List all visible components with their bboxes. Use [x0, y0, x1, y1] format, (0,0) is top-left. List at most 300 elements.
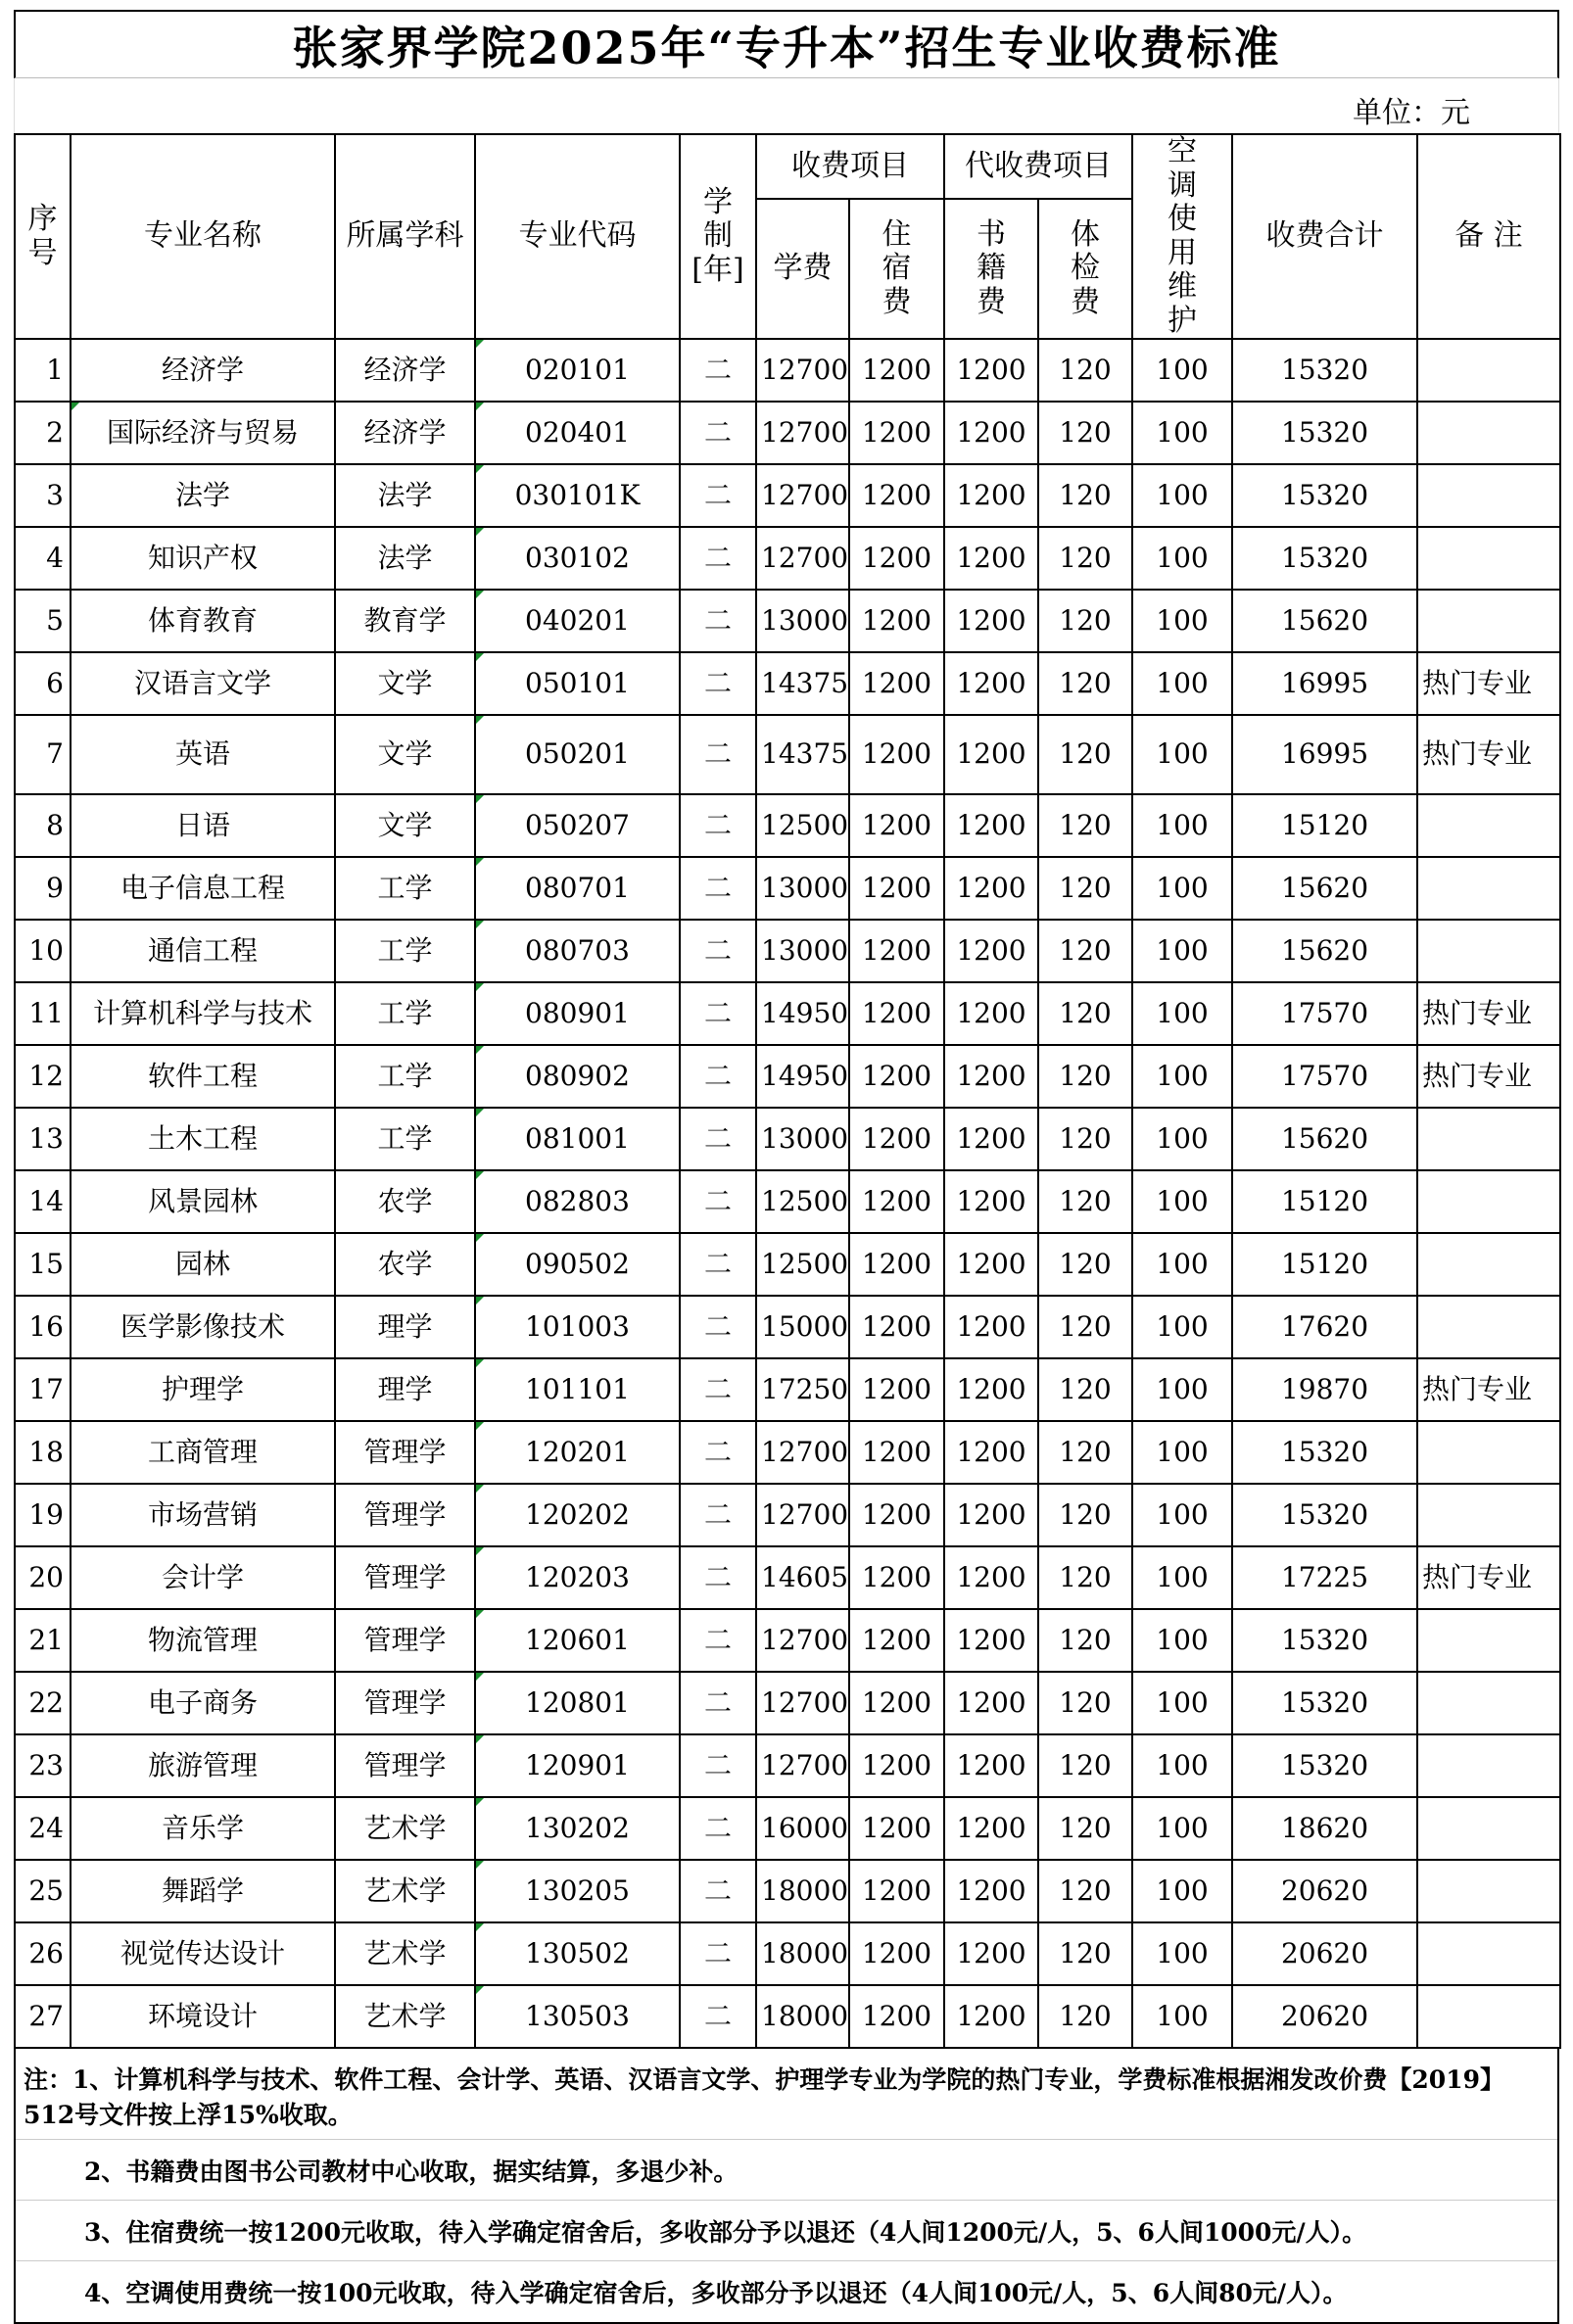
cell-code: 120201	[475, 1421, 680, 1484]
table-row	[15, 715, 1560, 794]
cell-medical: 120	[1038, 1546, 1132, 1609]
cell-total: 15120	[1232, 794, 1417, 857]
cell-discipline: 艺术学	[335, 1860, 475, 1922]
cell-dorm: 1200	[849, 527, 944, 590]
cell-code: 080703	[475, 920, 680, 982]
cell-code: 050101	[475, 652, 680, 715]
cell-total: 15320	[1232, 464, 1417, 527]
table-row	[15, 1672, 1560, 1734]
cell-medical: 120	[1038, 715, 1132, 794]
cell-medical: 120	[1038, 402, 1132, 464]
cell-discipline: 工学	[335, 1045, 475, 1108]
cell-dorm: 1200	[849, 1170, 944, 1233]
cell-seq: 15	[15, 1233, 71, 1296]
cell-tuition: 16000	[756, 1797, 849, 1860]
table-row	[15, 1170, 1560, 1233]
cell-discipline: 艺术学	[335, 1985, 475, 2048]
cell-dorm: 1200	[849, 1108, 944, 1170]
cell-code: 082803	[475, 1170, 680, 1233]
cell-remark	[1417, 339, 1560, 402]
cell-tuition: 18000	[756, 1860, 849, 1922]
table-row	[15, 1296, 1560, 1358]
header-books: 书籍费	[944, 199, 1038, 339]
cell-tuition: 14950	[756, 982, 849, 1045]
cell-years: 二	[680, 1484, 756, 1546]
cell-books: 1200	[944, 1421, 1038, 1484]
cell-discipline: 法学	[335, 464, 475, 527]
cell-books: 1200	[944, 1797, 1038, 1860]
cell-total: 17570	[1232, 1045, 1417, 1108]
cell-discipline: 工学	[335, 857, 475, 920]
cell-name: 电子商务	[71, 1672, 335, 1734]
cell-total: 15120	[1232, 1233, 1417, 1296]
cell-dorm: 1200	[849, 1985, 944, 2048]
cell-total: 20620	[1232, 1922, 1417, 1985]
cell-years: 二	[680, 1797, 756, 1860]
cell-years: 二	[680, 715, 756, 794]
cell-total: 19870	[1232, 1358, 1417, 1421]
cell-discipline: 工学	[335, 982, 475, 1045]
table-row	[15, 1797, 1560, 1860]
cell-dorm: 1200	[849, 1734, 944, 1797]
cell-books: 1200	[944, 652, 1038, 715]
cell-seq: 22	[15, 1672, 71, 1734]
cell-total: 17620	[1232, 1296, 1417, 1358]
cell-medical: 120	[1038, 1860, 1132, 1922]
cell-dorm: 1200	[849, 920, 944, 982]
cell-tuition: 18000	[756, 1922, 849, 1985]
cell-tuition: 13000	[756, 590, 849, 652]
cell-books: 1200	[944, 715, 1038, 794]
cell-seq: 1	[15, 339, 71, 402]
cell-name: 法学	[71, 464, 335, 527]
cell-discipline: 法学	[335, 527, 475, 590]
cell-name: 物流管理	[71, 1609, 335, 1672]
cell-name: 知识产权	[71, 527, 335, 590]
table-row	[15, 1233, 1560, 1296]
cell-ac: 100	[1132, 527, 1232, 590]
cell-medical: 120	[1038, 1797, 1132, 1860]
cell-total: 15620	[1232, 1108, 1417, 1170]
table-row	[15, 1734, 1560, 1797]
cell-books: 1200	[944, 1484, 1038, 1546]
cell-tuition: 14375	[756, 652, 849, 715]
cell-seq: 18	[15, 1421, 71, 1484]
cell-seq: 24	[15, 1797, 71, 1860]
cell-name: 英语	[71, 715, 335, 794]
cell-code: 130503	[475, 1985, 680, 2048]
cell-ac: 100	[1132, 1797, 1232, 1860]
cell-books: 1200	[944, 1108, 1038, 1170]
cell-tuition: 14950	[756, 1045, 849, 1108]
cell-medical: 120	[1038, 590, 1132, 652]
cell-ac: 100	[1132, 1045, 1232, 1108]
cell-tuition: 12700	[756, 464, 849, 527]
cell-code: 050201	[475, 715, 680, 794]
cell-ac: 100	[1132, 715, 1232, 794]
unit-label: 单位：元	[1353, 96, 1470, 130]
cell-discipline: 文学	[335, 715, 475, 794]
cell-ac: 100	[1132, 982, 1232, 1045]
cell-name: 舞蹈学	[71, 1860, 335, 1922]
cell-remark: 热门专业	[1417, 715, 1560, 794]
table-row	[15, 794, 1560, 857]
cell-dorm: 1200	[849, 982, 944, 1045]
cell-code: 120801	[475, 1672, 680, 1734]
cell-code: 040201	[475, 590, 680, 652]
note-1: 注：1、计算机科学与技术、软件工程、会计学、英语、汉语言文学、护理学专业为学院的热门专业，学费标准根据湘发改价费【2019】512号文件按上浮15%收取。	[16, 2049, 1557, 2140]
cell-remark: 热门专业	[1417, 1546, 1560, 1609]
cell-medical: 120	[1038, 857, 1132, 920]
cell-years: 二	[680, 857, 756, 920]
table-row	[15, 857, 1560, 920]
cell-total: 20620	[1232, 1860, 1417, 1922]
cell-code: 120901	[475, 1734, 680, 1797]
cell-tuition: 14605	[756, 1546, 849, 1609]
cell-years: 二	[680, 339, 756, 402]
table-body	[15, 339, 1560, 2048]
cell-tuition: 12500	[756, 1233, 849, 1296]
table-row	[15, 402, 1560, 464]
cell-total: 15320	[1232, 402, 1417, 464]
cell-years: 二	[680, 1233, 756, 1296]
table-row	[15, 1045, 1560, 1108]
cell-ac: 100	[1132, 652, 1232, 715]
table-row	[15, 1985, 1560, 2048]
header-fee-group: 收费项目	[756, 134, 944, 199]
cell-name: 土木工程	[71, 1108, 335, 1170]
cell-years: 二	[680, 1296, 756, 1358]
cell-total: 16995	[1232, 715, 1417, 794]
cell-name: 通信工程	[71, 920, 335, 982]
cell-years: 二	[680, 982, 756, 1045]
table-row	[15, 1546, 1560, 1609]
cell-dorm: 1200	[849, 1797, 944, 1860]
header-agency-group: 代收费项目	[944, 134, 1132, 199]
table-row	[15, 920, 1560, 982]
cell-seq: 6	[15, 652, 71, 715]
cell-tuition: 13000	[756, 857, 849, 920]
cell-name: 计算机科学与技术	[71, 982, 335, 1045]
cell-discipline: 管理学	[335, 1672, 475, 1734]
cell-tuition: 15000	[756, 1296, 849, 1358]
cell-discipline: 文学	[335, 652, 475, 715]
cell-remark	[1417, 1233, 1560, 1296]
cell-discipline: 经济学	[335, 402, 475, 464]
cell-remark	[1417, 1860, 1560, 1922]
cell-code: 090502	[475, 1233, 680, 1296]
cell-remark	[1417, 590, 1560, 652]
cell-books: 1200	[944, 527, 1038, 590]
cell-remark	[1417, 794, 1560, 857]
cell-total: 15320	[1232, 1672, 1417, 1734]
cell-years: 二	[680, 527, 756, 590]
cell-remark	[1417, 1922, 1560, 1985]
cell-years: 二	[680, 1108, 756, 1170]
table-row	[15, 1922, 1560, 1985]
cell-discipline: 农学	[335, 1170, 475, 1233]
cell-dorm: 1200	[849, 1045, 944, 1108]
cell-dorm: 1200	[849, 1421, 944, 1484]
cell-code: 080701	[475, 857, 680, 920]
cell-dorm: 1200	[849, 857, 944, 920]
cell-code: 101101	[475, 1358, 680, 1421]
cell-discipline: 工学	[335, 1108, 475, 1170]
cell-seq: 27	[15, 1985, 71, 2048]
cell-code: 020401	[475, 402, 680, 464]
cell-seq: 14	[15, 1170, 71, 1233]
cell-seq: 7	[15, 715, 71, 794]
cell-remark	[1417, 1609, 1560, 1672]
cell-years: 二	[680, 1045, 756, 1108]
table-row	[15, 1421, 1560, 1484]
header-medical: 体检费	[1038, 199, 1132, 339]
cell-discipline: 工学	[335, 920, 475, 982]
cell-dorm: 1200	[849, 590, 944, 652]
cell-years: 二	[680, 1860, 756, 1922]
table-row	[15, 339, 1560, 402]
cell-total: 15320	[1232, 527, 1417, 590]
table-row	[15, 1108, 1560, 1170]
cell-tuition: 14375	[756, 715, 849, 794]
cell-name: 视觉传达设计	[71, 1922, 335, 1985]
cell-ac: 100	[1132, 1734, 1232, 1797]
cell-medical: 120	[1038, 1922, 1132, 1985]
table-row	[15, 527, 1560, 590]
cell-code: 080902	[475, 1045, 680, 1108]
cell-books: 1200	[944, 1734, 1038, 1797]
cell-ac: 100	[1132, 1922, 1232, 1985]
cell-discipline: 理学	[335, 1358, 475, 1421]
cell-tuition: 13000	[756, 920, 849, 982]
cell-name: 电子信息工程	[71, 857, 335, 920]
cell-ac: 100	[1132, 1609, 1232, 1672]
cell-medical: 120	[1038, 1296, 1132, 1358]
unit-row	[14, 78, 1559, 133]
cell-seq: 10	[15, 920, 71, 982]
cell-total: 16995	[1232, 652, 1417, 715]
cell-discipline: 管理学	[335, 1734, 475, 1797]
cell-seq: 4	[15, 527, 71, 590]
cell-ac: 100	[1132, 1484, 1232, 1546]
cell-books: 1200	[944, 1045, 1038, 1108]
header-code: 专业代码	[475, 134, 680, 339]
cell-dorm: 1200	[849, 464, 944, 527]
cell-remark	[1417, 464, 1560, 527]
cell-ac: 100	[1132, 1296, 1232, 1358]
cell-books: 1200	[944, 339, 1038, 402]
cell-years: 二	[680, 1421, 756, 1484]
cell-code: 130205	[475, 1860, 680, 1922]
cell-ac: 100	[1132, 920, 1232, 982]
cell-years: 二	[680, 1546, 756, 1609]
cell-total: 15320	[1232, 1484, 1417, 1546]
cell-medical: 120	[1038, 1045, 1132, 1108]
cell-books: 1200	[944, 1922, 1038, 1985]
cell-books: 1200	[944, 1233, 1038, 1296]
cell-seq: 16	[15, 1296, 71, 1358]
cell-code: 130202	[475, 1797, 680, 1860]
cell-total: 20620	[1232, 1985, 1417, 2048]
table-row	[15, 464, 1560, 527]
cell-books: 1200	[944, 1672, 1038, 1734]
cell-books: 1200	[944, 920, 1038, 982]
table-row	[15, 590, 1560, 652]
header-total: 收费合计	[1232, 134, 1417, 339]
page-title: 张家界学院2025年“专升本”招生专业收费标准	[14, 10, 1559, 78]
cell-dorm: 1200	[849, 339, 944, 402]
cell-discipline: 农学	[335, 1233, 475, 1296]
cell-years: 二	[680, 1922, 756, 1985]
cell-ac: 100	[1132, 1546, 1232, 1609]
header-discipline: 所属学科	[335, 134, 475, 339]
cell-ac: 100	[1132, 1358, 1232, 1421]
cell-dorm: 1200	[849, 1546, 944, 1609]
cell-years: 二	[680, 402, 756, 464]
cell-remark	[1417, 1734, 1560, 1797]
cell-ac: 100	[1132, 1108, 1232, 1170]
cell-remark	[1417, 1108, 1560, 1170]
table-row	[15, 982, 1560, 1045]
cell-medical: 120	[1038, 1672, 1132, 1734]
cell-discipline: 管理学	[335, 1421, 475, 1484]
cell-years: 二	[680, 590, 756, 652]
cell-tuition: 12700	[756, 1484, 849, 1546]
cell-name: 市场营销	[71, 1484, 335, 1546]
cell-ac: 100	[1132, 402, 1232, 464]
cell-discipline: 艺术学	[335, 1922, 475, 1985]
cell-name: 会计学	[71, 1546, 335, 1609]
cell-code: 020101	[475, 339, 680, 402]
header-years: 学制[年]	[680, 134, 756, 339]
cell-years: 二	[680, 1358, 756, 1421]
cell-books: 1200	[944, 1358, 1038, 1421]
cell-ac: 100	[1132, 1672, 1232, 1734]
cell-dorm: 1200	[849, 1922, 944, 1985]
cell-name: 工商管理	[71, 1421, 335, 1484]
cell-seq: 13	[15, 1108, 71, 1170]
cell-dorm: 1200	[849, 1609, 944, 1672]
cell-books: 1200	[944, 982, 1038, 1045]
cell-discipline: 文学	[335, 794, 475, 857]
cell-books: 1200	[944, 1170, 1038, 1233]
cell-books: 1200	[944, 794, 1038, 857]
cell-medical: 120	[1038, 464, 1132, 527]
cell-medical: 120	[1038, 1484, 1132, 1546]
cell-name: 护理学	[71, 1358, 335, 1421]
cell-medical: 120	[1038, 1108, 1132, 1170]
cell-remark: 热门专业	[1417, 1358, 1560, 1421]
cell-code: 050207	[475, 794, 680, 857]
cell-books: 1200	[944, 1985, 1038, 2048]
cell-years: 二	[680, 1985, 756, 2048]
cell-ac: 100	[1132, 339, 1232, 402]
cell-code: 130502	[475, 1922, 680, 1985]
cell-remark	[1417, 402, 1560, 464]
header-tuition: 学费	[756, 199, 849, 339]
table-header	[15, 134, 1560, 339]
cell-seq: 19	[15, 1484, 71, 1546]
cell-ac: 100	[1132, 1170, 1232, 1233]
note-4: 4、空调使用费统一按100元收取，待入学确定宿舍后，多收部分予以退还（4人间100元/人，5、6人间80元/人）。	[84, 2279, 1348, 2307]
cell-ac: 100	[1132, 590, 1232, 652]
cell-name: 风景园林	[71, 1170, 335, 1233]
cell-years: 二	[680, 464, 756, 527]
cell-discipline: 艺术学	[335, 1797, 475, 1860]
cell-seq: 11	[15, 982, 71, 1045]
cell-discipline: 管理学	[335, 1484, 475, 1546]
cell-seq: 3	[15, 464, 71, 527]
cell-code: 030102	[475, 527, 680, 590]
cell-ac: 100	[1132, 1985, 1232, 2048]
cell-seq: 26	[15, 1922, 71, 1985]
cell-remark	[1417, 1797, 1560, 1860]
cell-name: 体育教育	[71, 590, 335, 652]
cell-tuition: 12700	[756, 1672, 849, 1734]
cell-name: 医学影像技术	[71, 1296, 335, 1358]
cell-total: 18620	[1232, 1797, 1417, 1860]
cell-years: 二	[680, 794, 756, 857]
table-row	[15, 652, 1560, 715]
cell-tuition: 12500	[756, 794, 849, 857]
cell-years: 二	[680, 1672, 756, 1734]
cell-tuition: 12700	[756, 1421, 849, 1484]
cell-seq: 23	[15, 1734, 71, 1797]
cell-name: 国际经济与贸易	[71, 402, 335, 464]
cell-total: 17570	[1232, 982, 1417, 1045]
cell-total: 17225	[1232, 1546, 1417, 1609]
cell-remark	[1417, 527, 1560, 590]
cell-code: 120202	[475, 1484, 680, 1546]
cell-remark	[1417, 857, 1560, 920]
cell-years: 二	[680, 1734, 756, 1797]
cell-dorm: 1200	[849, 1358, 944, 1421]
cell-ac: 100	[1132, 794, 1232, 857]
cell-ac: 100	[1132, 1421, 1232, 1484]
header-remark: 备 注	[1417, 134, 1560, 339]
cell-medical: 120	[1038, 1609, 1132, 1672]
header-seq: 序号	[15, 134, 71, 339]
cell-books: 1200	[944, 590, 1038, 652]
cell-seq: 9	[15, 857, 71, 920]
cell-dorm: 1200	[849, 1233, 944, 1296]
note-3: 3、住宿费统一按1200元收取，待入学确定宿舍后，多收部分予以退还（4人间1200元/人，5、6人间1000元/人）。	[16, 2201, 1557, 2261]
cell-code: 081001	[475, 1108, 680, 1170]
cell-name: 环境设计	[71, 1985, 335, 2048]
cell-remark	[1417, 1484, 1560, 1546]
cell-medical: 120	[1038, 1358, 1132, 1421]
cell-remark	[1417, 1672, 1560, 1734]
cell-seq: 17	[15, 1358, 71, 1421]
cell-code: 120203	[475, 1546, 680, 1609]
cell-tuition: 17250	[756, 1358, 849, 1421]
cell-seq: 2	[15, 402, 71, 464]
fee-table	[14, 133, 1561, 2049]
cell-discipline: 管理学	[335, 1609, 475, 1672]
cell-name: 经济学	[71, 339, 335, 402]
cell-total: 15620	[1232, 590, 1417, 652]
cell-discipline: 管理学	[335, 1546, 475, 1609]
table-row	[15, 1484, 1560, 1546]
cell-remark	[1417, 1421, 1560, 1484]
cell-remark	[1417, 1170, 1560, 1233]
cell-seq: 8	[15, 794, 71, 857]
cell-seq: 5	[15, 590, 71, 652]
cell-dorm: 1200	[849, 652, 944, 715]
cell-tuition: 12700	[756, 1734, 849, 1797]
cell-seq: 20	[15, 1546, 71, 1609]
cell-remark	[1417, 1985, 1560, 2048]
